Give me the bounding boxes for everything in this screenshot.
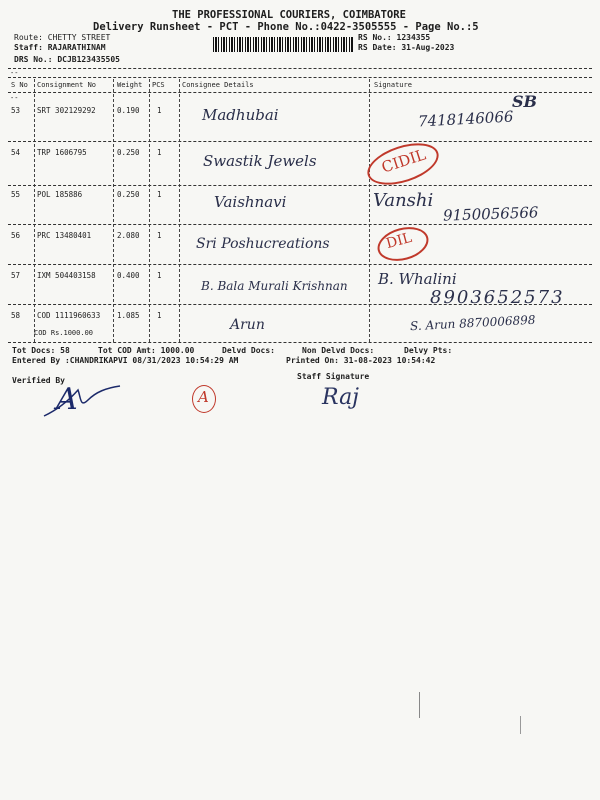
row-sno: 54 [11, 148, 21, 157]
rs-date: RS Date: 31-Aug-2023 [358, 43, 455, 52]
stamp-text: DIL [384, 229, 414, 253]
row-sno: 55 [11, 190, 21, 199]
col-divider [179, 79, 180, 342]
col-consignee: Consignee Details [182, 81, 254, 89]
staff-label: Staff: RAJARATHINAM [14, 43, 106, 52]
barcode [213, 37, 353, 52]
row-consignment: PRC 13480401 [37, 231, 92, 240]
delivered-docs: Delvd Docs: [222, 346, 275, 355]
dash-marker-2: -- [10, 94, 19, 102]
row-pcs: 1 [157, 148, 162, 157]
scan-mark [520, 716, 521, 734]
consignee-handwriting: Sri Poshucreations [196, 236, 330, 252]
col-signature: Signature [374, 81, 412, 89]
signature-handwriting: 8903652573 [430, 287, 565, 308]
delivery-points: Delvy Pts: [404, 346, 453, 355]
row-pcs: 1 [157, 106, 162, 115]
non-delivered-docs: Non Delvd Docs: [302, 346, 375, 355]
row-weight: 0.250 [117, 190, 140, 199]
row-weight: 1.085 [117, 311, 140, 320]
row-pcs: 1 [157, 311, 162, 320]
row-rule [8, 304, 592, 305]
row-weight: 0.190 [117, 106, 140, 115]
entered-by: Entered By :CHANDRIKAPVI 08/31/2023 10:54:29 AM [12, 356, 239, 365]
signature-scrawl: B. Whalini [378, 270, 457, 288]
dash-marker: -- [10, 69, 19, 77]
row-consignment: SRT 302129292 [37, 106, 96, 115]
total-cod-amount: Tot COD Amt: 1000.00 [98, 346, 195, 355]
staff-signature-label: Staff Signature [297, 372, 370, 381]
row-rule [8, 264, 592, 265]
row-sno: 58 [11, 311, 21, 320]
drs-number: DRS No.: DCJB123435505 [14, 55, 120, 64]
verified-signature-stroke [36, 378, 126, 423]
consignee-handwriting: Swastik Jewels [203, 152, 317, 170]
row-pcs: 1 [157, 190, 162, 199]
printed-on: Printed On: 31-08-2023 10:54:42 [286, 356, 436, 365]
stamp-text: CIDIL [379, 145, 429, 177]
col-divider [149, 79, 150, 342]
row-rule [8, 224, 592, 225]
runsheet-title: Delivery Runsheet - PCT - Phone No.:0422-3505555 - Page No.:5 [93, 21, 479, 33]
rs-number: RS No.: 1234355 [358, 33, 431, 42]
row-rule [8, 342, 592, 343]
consignee-handwriting: Arun [230, 317, 265, 333]
row-consignment: TRP 1606795 [37, 148, 87, 157]
initials-handwriting: SB [512, 92, 538, 111]
scan-mark [419, 692, 420, 718]
row-pcs: 1 [157, 231, 162, 240]
staff-signature: Raj [322, 385, 360, 410]
col-consignment: Consignment No [37, 81, 97, 89]
row-cod-amount: COD Rs.1000.00 [34, 329, 94, 337]
signature-scrawl: Vanshi [373, 190, 434, 211]
consignee-handwriting: Vaishnavi [214, 193, 287, 211]
verified-signature: A [56, 382, 78, 417]
route-label: Route: CHETTY STREET [14, 33, 111, 42]
signature-handwriting: S. Arun 8870006898 [409, 312, 536, 334]
row-consignment: COD 1111960633 [37, 311, 101, 320]
row-sno: 57 [11, 271, 21, 280]
col-divider [369, 79, 370, 342]
header-rule-2 [8, 77, 592, 78]
col-divider [113, 79, 114, 342]
row-consignment: POL 185886 [37, 190, 83, 199]
row-pcs: 1 [157, 271, 162, 280]
row-weight: 2.080 [117, 231, 140, 240]
columns-rule [8, 92, 592, 93]
col-pcs: PCS [152, 81, 165, 89]
verified-by-label: Verified By [12, 376, 65, 385]
col-weight: Weight [117, 81, 143, 89]
company-name: THE PROFESSIONAL COURIERS, COIMBATORE [172, 9, 406, 21]
col-sno: S No [11, 81, 28, 89]
col-divider [34, 79, 35, 342]
signature-handwriting: 9150056566 [442, 203, 539, 225]
consignee-handwriting: B. Bala Murali Krishnan [201, 279, 348, 293]
row-weight: 0.250 [117, 148, 140, 157]
row-weight: 0.400 [117, 271, 140, 280]
row-sno: 56 [11, 231, 21, 240]
row-rule [8, 141, 592, 142]
total-docs: Tot Docs: 58 [12, 346, 70, 355]
row-consignment: IXM 504403158 [37, 271, 96, 280]
consignee-handwriting: Madhubai [202, 106, 279, 124]
row-rule [8, 185, 592, 186]
header-rule-1 [8, 68, 592, 69]
red-circle-letter: A [198, 388, 209, 406]
signature-handwriting: 7418146066 [417, 107, 514, 131]
row-sno: 53 [11, 106, 21, 115]
